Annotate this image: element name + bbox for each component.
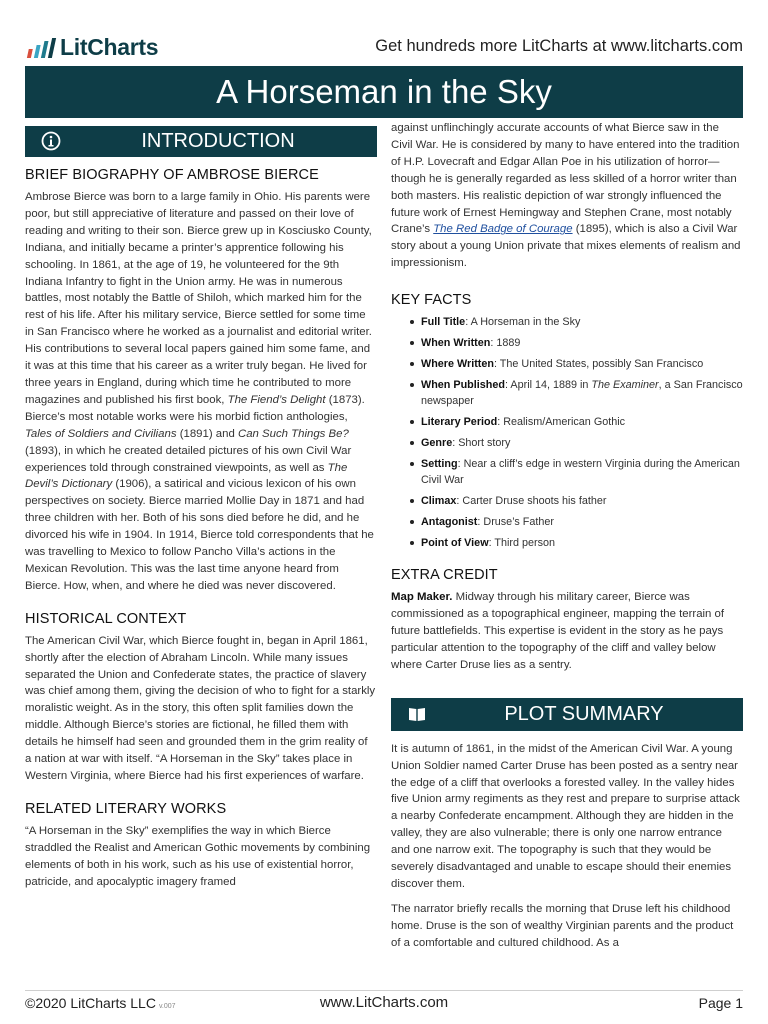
plot-summary-banner (391, 698, 743, 731)
fact-point-of-view: Point of View: Third person (421, 535, 743, 551)
logo-bars-icon (27, 38, 56, 58)
related-works-heading: RELATED LITERARY WORKS (25, 800, 227, 817)
fact-when-written: When Written: 1889 (421, 335, 743, 351)
historical-context-section (25, 611, 377, 785)
footer-version: v.007 (158, 1003, 176, 1010)
fact-when-published: When Published: April 14, 1889 in The Examiner, a San Francisco newspaper (421, 379, 743, 408)
biography-text: Ambrose Bierce was born to a large family in Ohio. His parents were poor, but still appreciative of literature and passed on their love of reading and writing to their son. Bierce grew up in Kosciusko County, Indiana, and initially became a printer’s apprentice following his schooling. In 1861, at the age of 19, he volunteered for the 9th Indiana Infantry to fight in the Union army. He was in numerous battles, most notably the Battle of Shiloh, which marked him for the rest of his life. After his military service, Bierce settled for some time in San Francisco where he worked as a journalist and editorial writer. His contributions to several local papers gained him some fame, and it was at this time that his career as a writer truly began. He lived for three years in England, during which time he contributed to more magazines and published his first book, The Fiend’s Delight (1873). Bierce’s most notable works were his morbid fiction anthologies, Tales of Soldiers and Civilians (1891) and Can Such Things Be? (1893), in which he created detailed pictures of his own Civil War experiences told through constrained viewpoints, as well as The Devil’s Dictionary (1906), a satirical and vicious lexicon of his own perspectives on society. Bierce married Mollie Day in 1871 and had three children with her. Both of his sons died before he did, and he divorced his wife in 1904. In 1914, Bierce told correspondents that he was travelling to Mexico to follow Pancho Villa’s actions in the Mexican Revolution. This was the last time anyone heard from Bierce. How, when, and where he died was never discovered. (25, 191, 374, 592)
page-footer (25, 990, 743, 1013)
fact-literary-period: Literary Period: Realism/American Gothic (421, 414, 743, 430)
left-column (25, 126, 377, 890)
fact-genre: Genre: Short story (421, 435, 743, 451)
fact-where-written: Where Written: The United States, possibly San Francisco (421, 356, 743, 372)
fact-setting: Setting: Near a cliff’s edge in western Virginia during the American Civil War (421, 456, 743, 488)
red-badge-link[interactable]: The Red Badge of Courage (433, 223, 573, 236)
page-title: A Horseman in the Sky (25, 66, 743, 118)
fact-full-title: Full Title: A Horseman in the Sky (421, 314, 743, 330)
top-bar (25, 34, 743, 62)
litcharts-logo[interactable] (29, 34, 158, 61)
historical-context-heading: HISTORICAL CONTEXT (25, 610, 187, 627)
introduction-banner-label: INTRODUCTION (141, 130, 295, 152)
related-works-text-part1: “A Horseman in the Sky” exemplifies the way in which Bierce straddled the Realist and American Gothic movements by combining elements of both in his work, such as his use of existential horror, patricide, and apocalyptic imagery framed (25, 824, 371, 888)
fact-antagonist: Antagonist: Druse’s Father (421, 514, 743, 530)
extra-credit-section (391, 567, 743, 674)
plot-summary-paragraph-1: It is autumn of 1861, in the midst of the American Civil War. A young Union Soldier named Carter Druse has been posted as a sentry near the edge of a cliff that overlooks a forested valley. In the valley hides five Union army regiments as they rest and prepare to surprise attack a nearby Confederate encampment. Although they are hidden in the valley, they are also vulnerable; there is only one narrow entrance and one narrow exit. The topography is such that they would be severely disadvantaged and unable to escape should their enemies discover them. (391, 742, 740, 890)
key-facts-heading: KEY FACTS (391, 292, 472, 309)
biography-heading: BRIEF BIOGRAPHY OF AMBROSE BIERCE (25, 167, 319, 183)
biography-section (25, 167, 377, 595)
introduction-banner (25, 126, 377, 157)
key-facts-section (391, 292, 743, 551)
header-tagline[interactable]: Get hundreds more LitCharts at www.litcharts.com (375, 37, 743, 55)
footer-copyright: ©2020 LitCharts LLC v.007 (25, 995, 176, 1011)
historical-context-text: The American Civil War, which Bierce fought in, began in April 1861, shortly after the election of Abraham Lincoln. While many issues separated the Union and Confederate states, the practice of slavery was chief among them, giving the decision of who to fight for a starkly moralistic weight. As in the story, this often split families down the middle. Although Bierce’s stories are fictional, he filled them with details he himself had seen and grounded them in the grim reality of a nation at war with itself. “A Horseman in the Sky” takes place in Western Virginia, where Bierce had his first experiences of warfare. (25, 634, 376, 782)
extra-credit-heading: EXTRA CREDIT (391, 567, 498, 584)
plot-summary-paragraph-2: The narrator briefly recalls the morning that Druse left his childhood home. Druse is the son of wealthy Virginian parents and the product of a comfortable and cultured childhood. As a (391, 902, 734, 949)
right-column (391, 120, 743, 947)
plot-summary-banner-label: PLOT SUMMARY (504, 702, 664, 725)
footer-page-number: Page 1 (698, 995, 743, 1011)
related-works-section (25, 800, 377, 888)
key-facts-list (391, 314, 743, 551)
fact-climax: Climax: Carter Druse shoots his father (421, 493, 743, 509)
footer-site-link[interactable]: www.LitCharts.com (319, 994, 449, 1011)
logo-text: LitCharts (60, 34, 159, 60)
extra-credit-text: Map Maker. Midway through his military career, Bierce was commissioned as a topographical engineer, mapping the terrain of future battlefields. This expertise is evident in the story as he pays particular attention to the topography of the cliff and valley below where Carter Druse lies as a sentry. (391, 591, 725, 671)
related-works-text-continued: against unflinchingly accurate accounts of what Bierce saw in the Civil War. He is considered by many to have entered into the tradition of H.P. Lovecraft and Edgar Allan Poe in his utilization of horror—though he is generally regarded as less skilled of a horror writer than both masters. His realistic depiction of war strongly influenced the future work of Ernest Hemingway and Stephen Crane, most notably Crane’s The Red Badge of Courage (1895), which is also a Civil War story about a young Union private that mixes elements of realism and impressionism. (391, 122, 741, 270)
